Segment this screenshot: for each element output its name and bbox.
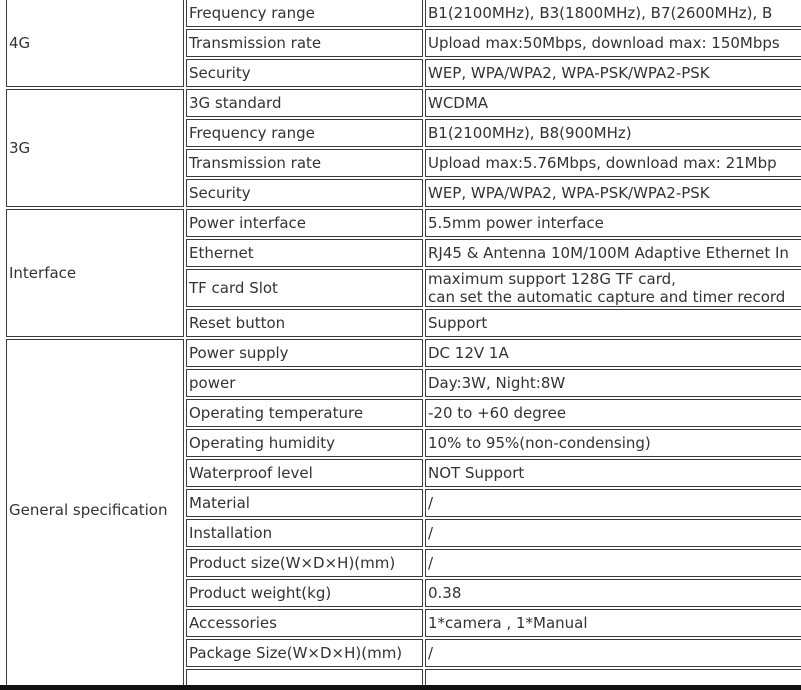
spec-value: 5.5mm power interface [425,209,801,237]
spec-name: Installation [186,519,423,547]
spec-value: NOT Support [425,459,801,487]
spec-value: / [425,639,801,667]
spec-name: Frequency range [186,119,423,147]
spec-name: Operating humidity [186,429,423,457]
spec-name: power [186,369,423,397]
spec-value: 0.38 [425,579,801,607]
bottom-edge-bar [0,685,801,690]
category-cell-3g: 3G [6,89,184,207]
category-cell-4g: 4G [6,0,184,87]
spec-name: Waterproof level [186,459,423,487]
table-row [6,209,801,237]
category-cell-interface: Interface [6,209,184,337]
spec-name: Security [186,59,423,87]
spec-value: / [425,489,801,517]
table-row [6,339,801,367]
spec-value: 10% to 95%(non-condensing) [425,429,801,457]
spec-value: Day:3W, Night:8W [425,369,801,397]
spec-value: Support [425,309,801,337]
value-line: maximum support 128G TF card, [428,270,676,288]
spec-name: Accessories [186,609,423,637]
spec-value: WEP, WPA/WPA2, WPA-PSK/WPA2-PSK [425,179,801,207]
spec-name: Power supply [186,339,423,367]
spec-name: Ethernet [186,239,423,267]
spec-value: B1(2100MHz), B3(1800MHz), B7(2600MHz), B [425,0,801,27]
value-line: can set the automatic capture and timer record [428,288,786,306]
spec-value: WCDMA [425,89,801,117]
spec-name: Transmission rate [186,149,423,177]
spec-value: DC 12V 1A [425,339,801,367]
spec-name: Reset button [186,309,423,337]
spec-name: Operating temperature [186,399,423,427]
spec-value: / [425,549,801,577]
spec-name: Transmission rate [186,29,423,57]
spec-name: Package Size(W×D×H)(mm) [186,639,423,667]
spec-value [425,269,801,307]
spec-value: / [425,519,801,547]
category-label: General specification [9,501,168,519]
spec-name: Frequency range [186,0,423,27]
category-cell-general [6,339,184,690]
spec-value: RJ45 & Antenna 10M/100M Adaptive Ethernet In [425,239,801,267]
spec-value: WEP, WPA/WPA2, WPA-PSK/WPA2-PSK [425,59,801,87]
spec-name: Power interface [186,209,423,237]
spec-table [4,0,801,690]
spec-value: Upload max:50Mbps, download max: 150Mbps [425,29,801,57]
table-row [6,89,801,117]
spec-name: TF card Slot [186,269,423,307]
spec-value: -20 to +60 degree [425,399,801,427]
spec-value: B1(2100MHz), B8(900MHz) [425,119,801,147]
spec-name: 3G standard [186,89,423,117]
spec-value: Upload max:5.76Mbps, download max: 21Mbp [425,149,801,177]
table-row [6,0,801,27]
spec-name: Product weight(kg) [186,579,423,607]
spec-value: 1*camera , 1*Manual [425,609,801,637]
spec-name: Security [186,179,423,207]
spec-name: Material [186,489,423,517]
spec-name: Product size(W×D×H)(mm) [186,549,423,577]
